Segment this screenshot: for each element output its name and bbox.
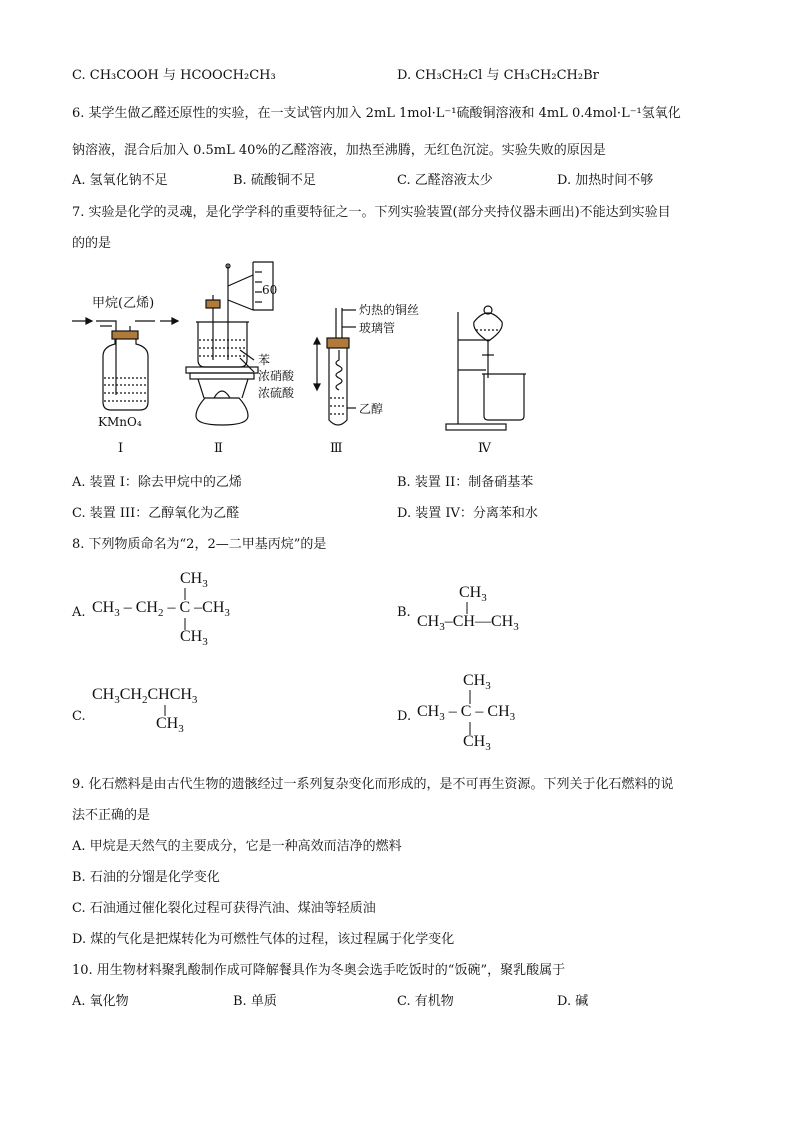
q7-option-d: D. 装置 IV：分离苯和水 bbox=[397, 506, 538, 521]
q8-b-top-ch3: $CH_3$ bbox=[459, 584, 487, 605]
q8-d-bottom-ch3: $CH_3$ bbox=[463, 733, 491, 754]
apparatus-2-sulfuric-acid-label: 浓硫酸 bbox=[258, 386, 295, 400]
apparatus-4-numeral: Ⅳ bbox=[478, 441, 491, 456]
q8-a-bottom-ch3: $CH_3$ bbox=[180, 628, 208, 649]
apparatus-3-glass-tube-label: 玻璃管 bbox=[359, 321, 396, 335]
q7-option-a: A. 装置 I：除去甲烷中的乙烯 bbox=[72, 475, 242, 490]
q8-d-top-ch3: $CH_3$ bbox=[463, 672, 491, 693]
q9-stem-line2: 法不正确的是 bbox=[72, 808, 151, 823]
apparatus-3-copper-label: 灼热的铜丝 bbox=[359, 303, 420, 317]
q5-option-d: D. CH₃CH₂Cl 与 CH₃CH₂CH₂Br bbox=[397, 68, 599, 83]
q9-stem-line1: 9. 化石燃料是由古代生物的遗骸经过一系列复杂变化而形成的，是不可再生资源。下列关于化石燃料的说 bbox=[72, 777, 674, 792]
q9-option-b: B. 石油的分馏是化学变化 bbox=[72, 870, 220, 885]
q8-c-branch-ch3: $CH_3$ bbox=[156, 715, 184, 736]
apparatus-2-thermometer-reading: 60 bbox=[262, 283, 278, 297]
apparatus-2-nitric-acid-label: 浓硝酸 bbox=[258, 369, 295, 383]
apparatus-2-numeral: Ⅱ bbox=[214, 441, 223, 456]
apparatus-2-benzene-label: 苯 bbox=[258, 353, 271, 367]
q8-option-c-label: C. bbox=[72, 709, 86, 724]
q10-option-a: A. 氧化物 bbox=[72, 994, 129, 1009]
q8-option-a-label: A. bbox=[72, 605, 86, 620]
q10-stem: 10. 用生物材料聚乳酸制作成可降解餐具作为冬奥会选手吃饭时的“饭碗”，聚乳酸属于 bbox=[72, 963, 566, 978]
q6-option-d: D. 加热时间不够 bbox=[557, 173, 654, 188]
apparatus-3-ethanol-label: 乙醇 bbox=[359, 402, 384, 416]
q10-option-c: C. 有机物 bbox=[397, 994, 454, 1009]
q9-option-c: C. 石油通过催化裂化过程可获得汽油、煤油等轻质油 bbox=[72, 901, 376, 916]
q6-stem-line1: 6. 某学生做乙醛还原性的实验，在一支试管内加入 2mL 1mol·L⁻¹硫酸铜溶液和 4mL 0.4mol·L⁻¹氢氧化 bbox=[72, 106, 681, 121]
q6-stem-line2: 钠溶液，混合后加入 0.5mL 40%的乙醛溶液，加热至沸腾，无红色沉淀。实验失败的原因是 bbox=[72, 143, 606, 158]
q10-option-b: B. 单质 bbox=[233, 994, 277, 1009]
q8-option-d-label: D. bbox=[397, 709, 412, 724]
q8-option-b-label: B. bbox=[397, 605, 411, 620]
q9-option-d: D. 煤的气化是把煤转化为可燃性气体的过程，该过程属于化学变化 bbox=[72, 932, 455, 947]
q8-d-main-chain: $CH_3$ – C – $CH_3$ bbox=[417, 703, 516, 724]
apparatus-1-reagent-label: KMnO₄ bbox=[98, 415, 142, 429]
q8-b-main-chain: $CH_3-CH—CH_3$ bbox=[417, 613, 519, 634]
q6-option-b: B. 硫酸铜不足 bbox=[233, 173, 316, 188]
q7-option-b: B. 装置 II：制备硝基苯 bbox=[397, 475, 534, 490]
apparatus-1-gas-label: 甲烷(乙烯) bbox=[92, 296, 155, 311]
q6-option-a: A. 氢氧化钠不足 bbox=[72, 173, 168, 188]
q5-option-c: C. CH₃COOH 与 HCOOCH₂CH₃ bbox=[72, 68, 276, 83]
q7-stem-line1: 7. 实验是化学的灵魂，是化学学科的重要特征之一。下列实验装置(部分夹持仪器未画出)不能达到实验目 bbox=[72, 205, 671, 220]
q8-c-main-chain: $CH_3CH_2CHCH_3$ bbox=[92, 686, 198, 707]
apparatus-3-numeral: Ⅲ bbox=[330, 441, 343, 456]
apparatus-1-numeral: Ⅰ bbox=[118, 441, 124, 456]
q7-stem-line2: 的的是 bbox=[72, 236, 112, 251]
q8-a-main-chain: $CH_3 - CH_2$ – C $-CH_3$ bbox=[92, 599, 230, 620]
q8-stem: 8. 下列物质命名为“2，2—二甲基丙烷”的是 bbox=[72, 537, 327, 552]
q8-a-top-ch3: $CH_3$ bbox=[180, 570, 208, 591]
q7-option-c: C. 装置 III：乙醇氧化为乙醛 bbox=[72, 506, 240, 521]
q10-option-d: D. 碱 bbox=[557, 994, 589, 1009]
q9-option-a: A. 甲烷是天然气的主要成分，它是一种高效而洁净的燃料 bbox=[72, 839, 402, 854]
q6-option-c: C. 乙醛溶液太少 bbox=[397, 173, 493, 188]
